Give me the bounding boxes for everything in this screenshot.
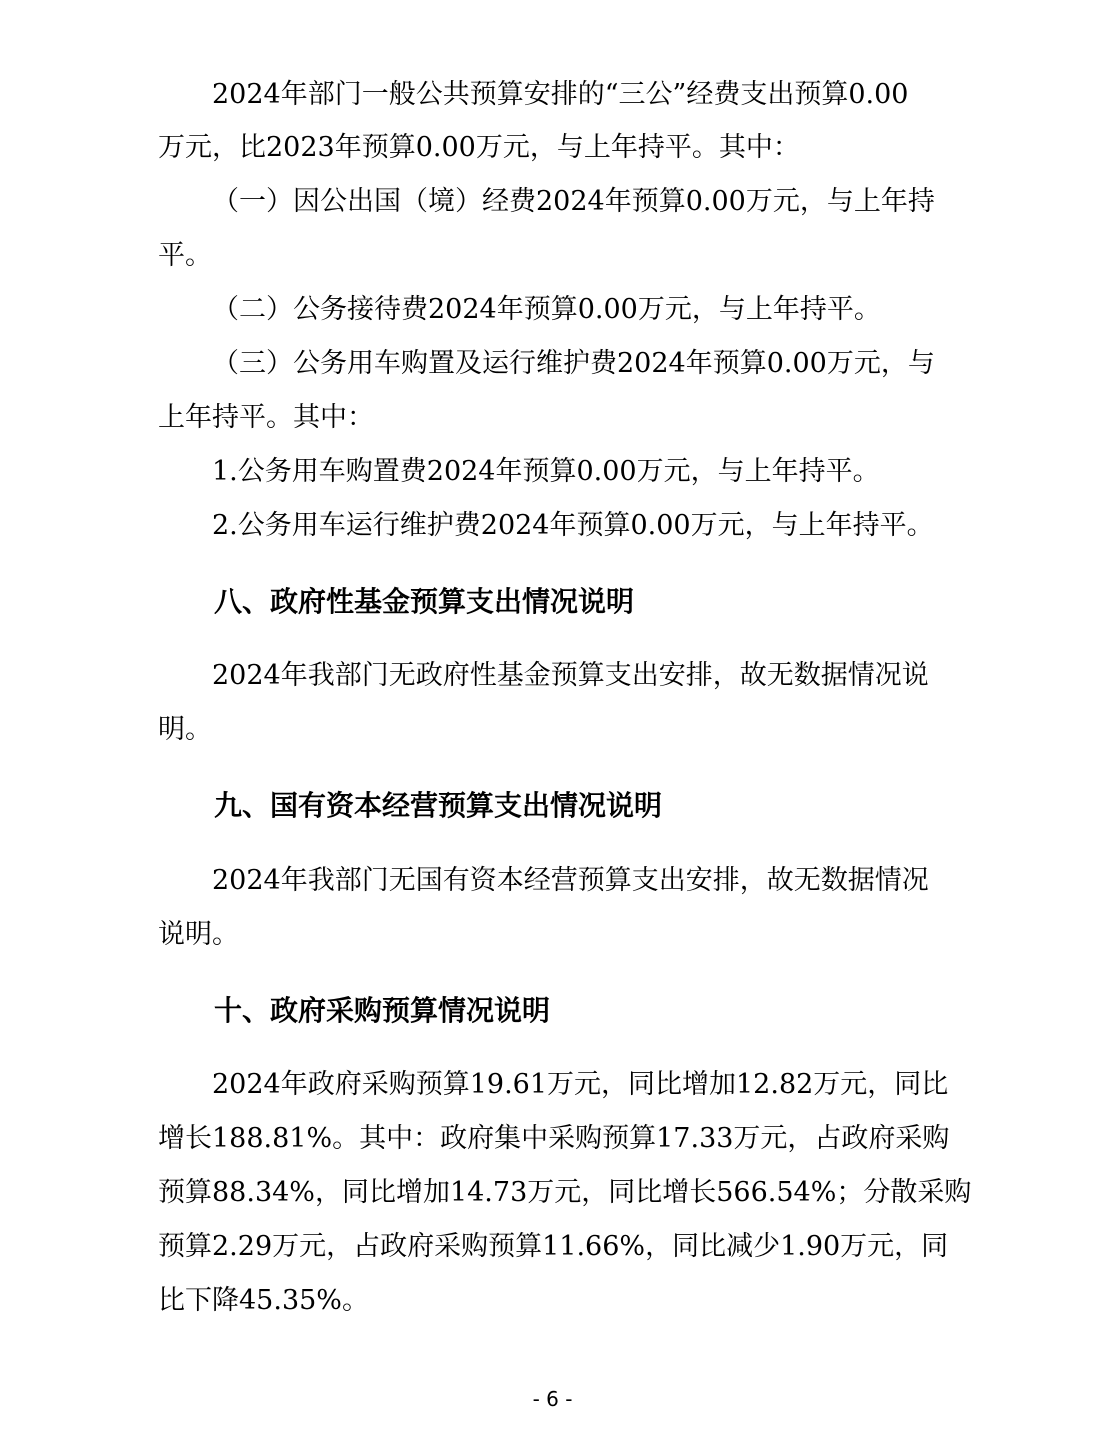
- section10-paragraph-line-2: 增长188.81%。其中：政府集中采购预算17.33万元，占政府采购: [158, 1123, 950, 1154]
- section10-heading: 十、政府采购预算情况说明: [214, 994, 551, 1027]
- section10-paragraph-line-5: 比下降45.35%。: [158, 1285, 369, 1316]
- section10-paragraph-line-4: 预算2.29万元，占政府采购预算11.66%，同比减少1.90万元，同: [158, 1231, 949, 1262]
- section8-paragraph-line-1: 2024年我部门无政府性基金预算支出安排，故无数据情况说: [212, 660, 929, 691]
- sanggong-intro-line-2: 万元，比2023年预算0.00万元，与上年持平。其中：: [158, 132, 800, 163]
- sanggong-sub2: 2.公务用车运行维护费2024年预算0.00万元，与上年持平。: [212, 510, 934, 541]
- sanggong-intro-line-1: 2024年部门一般公共预算安排的“三公”经费支出预算0.00: [212, 79, 909, 110]
- section8-heading: 八、政府性基金预算支出情况说明: [214, 585, 635, 618]
- sanggong-item2: （二）公务接待费2024年预算0.00万元，与上年持平。: [212, 294, 881, 325]
- page-number: - 6 -: [532, 1387, 573, 1411]
- sanggong-sub1: 1.公务用车购置费2024年预算0.00万元，与上年持平。: [212, 456, 880, 487]
- section10-paragraph-line-3: 预算88.34%，同比增加14.73万元，同比增长566.54%；分散采购: [158, 1177, 972, 1208]
- sanggong-item3-line-2: 上年持平。其中：: [158, 402, 374, 433]
- section9-paragraph-line-2: 说明。: [158, 919, 239, 950]
- section9-paragraph-line-1: 2024年我部门无国有资本经营预算支出安排，故无数据情况: [212, 865, 929, 896]
- section9-heading: 九、国有资本经营预算支出情况说明: [214, 789, 663, 822]
- section8-paragraph-line-2: 明。: [158, 714, 212, 745]
- sanggong-item3-line-1: （三）公务用车购置及运行维护费2024年预算0.00万元，与: [212, 348, 935, 379]
- sanggong-item1-line-1: （一）因公出国（境）经费2024年预算0.00万元，与上年持: [212, 186, 935, 217]
- sanggong-item1-line-2: 平。: [158, 240, 212, 271]
- section10-paragraph-line-1: 2024年政府采购预算19.61万元，同比增加12.82万元，同比: [212, 1069, 949, 1100]
